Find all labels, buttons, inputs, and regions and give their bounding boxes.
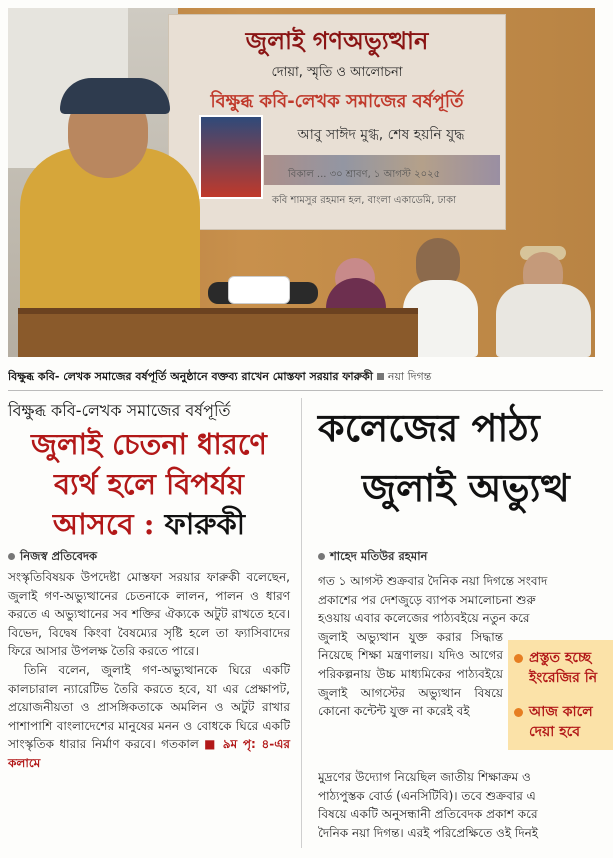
left-headline-line3 <box>8 504 290 544</box>
speaker-cap <box>60 78 170 114</box>
right-line: প্রকাশের পর দেশজুড়ে ব্যাপক সমালোচনা শুরু <box>318 592 536 607</box>
right-headline[interactable] <box>318 398 613 518</box>
microphone-label <box>228 276 290 304</box>
news-photo <box>8 8 595 357</box>
caption-square-icon <box>377 373 384 380</box>
bullet-icon <box>8 553 15 560</box>
right-byline <box>318 548 613 567</box>
caption-text: বিক্ষুব্ধ কবি- লেখক সমাজের বর্ষপূর্তি অনুষ্ঠানে বক্তব্য রাখেন মোস্তফা সরয়ার ফারুকী <box>8 370 373 383</box>
right-line: দৈনিক নয়া দিগন্ত। এরই পরিপ্রেক্ষিতে ওই দিনই <box>318 825 539 840</box>
left-paragraph-1: সংস্কৃতিবিষয়ক উপদেষ্টা মোস্তফা সরয়ার ফারুকী বলেছেন, জুলাই গণ-অভ্যুত্থানের চেতনাকে লালন, পালন ও ধারণ করতে এ অভ্যুত্থানের সব শক্তির ঐক্যকে অটুট রাখতে হবে। বিভেদ, বিদ্বেষ কিংবা বৈষম্যের সৃষ্টি হলে তা ফ্যাসিবাদের ফিরে আসার উপলক্ষ তৈরি করতে পারে। <box>8 570 290 659</box>
left-headline-red: আসবে : <box>52 507 155 541</box>
left-headline-name: ফারুকী <box>164 507 246 541</box>
continued-text: ৯ম পৃ: ৪-এর কলামে <box>8 737 291 770</box>
left-headline-line1: জুলাই চেতনা ধারণে <box>31 427 267 461</box>
banner-date: বিকাল ... ৩০ শ্রাবণ, ১ আগস্ট ২০২৫ <box>287 169 441 180</box>
right-headline-line1: কলেজের পাঠ্য <box>318 405 540 450</box>
photo-credit: নয়া দিগন্ত <box>387 370 432 383</box>
banner-title: জুলাই গণঅভ্যুত্থান <box>245 26 429 55</box>
orange-bullet-icon <box>514 654 523 663</box>
banner-subtitle: দোয়া, স্মৃতি ও আলোচনা <box>271 65 403 80</box>
bullet-icon <box>318 553 325 560</box>
banner-venue: কবি শামসুর রহমান হল, বাংলা একাডেমি, ঢাকা <box>271 195 457 206</box>
podium <box>18 308 418 357</box>
play-icon: ■ <box>204 737 223 752</box>
related-item-1-line2: ইংরেজির নি <box>529 670 598 686</box>
left-kicker: বিক্ষুব্ধ কবি-লেখক সমাজের বর্ষপূর্তি <box>8 401 231 420</box>
event-banner <box>168 14 506 230</box>
left-byline-text: নিজস্ব প্রতিবেদক <box>20 549 98 563</box>
right-line: হওয়ায় এবার কলেজের পাঠ্যবইয়ে নতুন করে <box>318 611 530 626</box>
panelist-elder <box>496 284 591 357</box>
right-line: গত ১ আগস্ট শুক্রবার দৈনিক নয়া দিগন্তে সংবাদ <box>318 574 548 588</box>
left-byline <box>8 548 290 567</box>
right-line: বিষয়ে একটি অনুসন্ধানী প্রতিবেদক প্রকাশ করে <box>318 807 538 822</box>
left-body <box>8 568 290 773</box>
photo-caption <box>8 364 603 391</box>
right-headline-line2: জুলাই অভ্যুত্থ <box>362 465 570 510</box>
orange-bullet-icon <box>514 708 523 717</box>
left-paragraph-2-text: তিনি বলেন, জুলাই গণ-অভ্যুত্থানকে ঘিরে একটি কালচারাল ন্যারেটিভ তৈরি করতে হবে, যা এর প্রেক্ষাপট, প্রয়োজনীয়তা ও প্রাসঙ্গিকতাকে অমলিন ও অটুট রাখার পাশাপাশি বাংলাদেশের মানুষের মনন ও বোধকে ঘিরে একটি সাংস্কৃতিক ধারার নির্মাণ করবে। গতকাল <box>8 662 290 752</box>
banner-names: আবু সাঈদ মুগ্ধ, শেষ হয়নি যুদ্ধ <box>297 127 465 143</box>
left-headline-line2: ব্যর্থ হলে বিপর্যয় <box>54 467 244 501</box>
related-box[interactable] <box>508 640 613 750</box>
related-item-2[interactable] <box>514 702 593 722</box>
banner-book-image <box>199 115 263 199</box>
left-headline[interactable] <box>8 424 290 544</box>
right-line: মুদ্রণের উদ্যোগ নিয়েছিল জাতীয় শিক্ষাক্রম ও <box>318 770 531 784</box>
right-body-bottom <box>318 768 613 842</box>
related-item-1-line1: প্রস্তুত হচ্ছে <box>529 650 592 666</box>
banner-event: বিক্ষুব্ধ কবি-লেখক সমাজের বর্ষপূর্তি <box>210 91 464 112</box>
right-narrow-text: জুলাই অভ্যুত্থান যুক্ত করার সিদ্ধান্ত নিয়েছে শিক্ষা মন্ত্রণালয়। যদিও আগের পরিকল্পনায় উচ্চ মাধ্যমিকের পাঠ্যবইয়ে জুলাই আগস্টের অভ্যুত্থান বিষয়ে কোনো কন্টেন্ট যুক্ত না করেই বই <box>318 629 503 719</box>
right-line: পাঠ্যপুস্তক বোর্ড (এনসিটিবি)। তবে শুক্রবার এ <box>318 788 536 803</box>
related-item-2-line1: আজ কালে <box>529 704 593 720</box>
left-paragraph-2 <box>8 661 290 773</box>
related-item-1[interactable] <box>514 648 591 668</box>
column-divider <box>301 398 302 848</box>
right-byline-text: শাহেদ মতিউর রহমান <box>330 549 428 563</box>
related-item-2-line2: দেয়া হবে <box>529 724 580 740</box>
